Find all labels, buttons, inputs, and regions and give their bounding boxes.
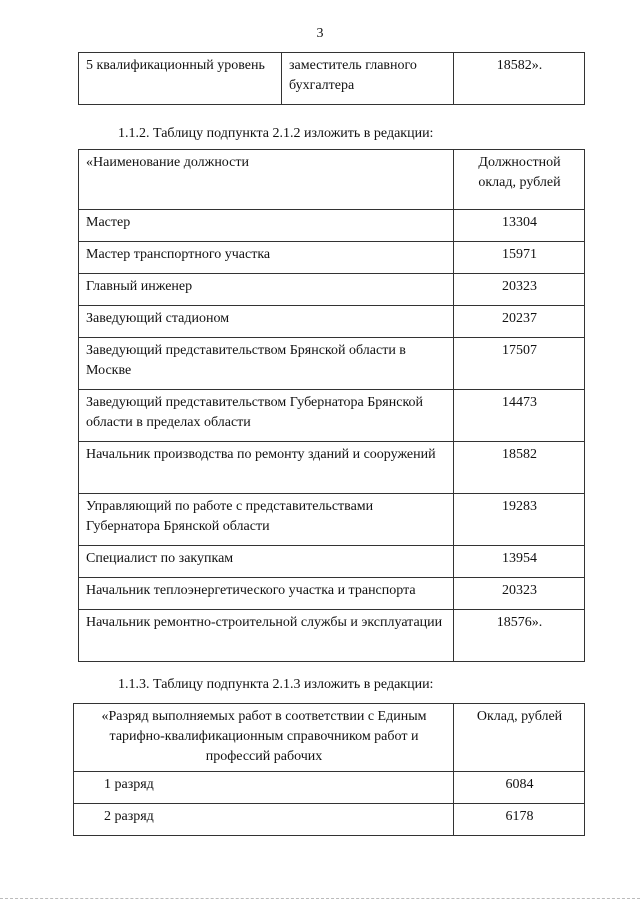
table-row xyxy=(79,390,585,442)
table-row xyxy=(79,442,585,494)
position-name-cell: Мастер транспортного участка xyxy=(79,242,454,274)
position-name-cell: Мастер xyxy=(79,210,454,242)
position-name-cell: Главный инженер xyxy=(79,274,454,306)
table-row xyxy=(79,274,585,306)
table-row xyxy=(74,804,585,836)
qualification-level-cell: 5 квалификационный уровень xyxy=(79,53,282,105)
header-grade: «Разряд выполняемых работ в соответствии с Единым тарифно-квалификационным справочником работ и профессий рабочих xyxy=(74,704,454,772)
grade-cell: 2 разряд xyxy=(74,804,454,836)
table-row xyxy=(79,242,585,274)
position-name-cell: Начальник теплоэнергетического участка и транспорта xyxy=(79,578,454,610)
positions-salary-table xyxy=(78,149,585,662)
position-name-cell: Начальник производства по ремонту зданий и сооружений xyxy=(79,442,454,494)
salary-cell: 19283 xyxy=(454,494,585,546)
salary-cell: 18582 xyxy=(454,442,585,494)
salary-cell: 13304 xyxy=(454,210,585,242)
table-row xyxy=(79,578,585,610)
table-row xyxy=(79,610,585,662)
table-row xyxy=(74,772,585,804)
table-row xyxy=(79,546,585,578)
table-row xyxy=(79,494,585,546)
position-name-cell: Заведующий представительством Брянской области в Москве xyxy=(79,338,454,390)
salary-cell: 18582». xyxy=(454,53,585,105)
header-position-name: «Наименование должности xyxy=(79,150,454,210)
worker-grade-salary-table xyxy=(73,703,585,836)
page-bottom-edge xyxy=(0,898,640,899)
table-header-row xyxy=(74,704,585,772)
salary-cell: 18576». xyxy=(454,610,585,662)
salary-cell: 15971 xyxy=(454,242,585,274)
page-number: 3 xyxy=(316,26,324,41)
salary-cell: 6084 xyxy=(454,772,585,804)
section-caption-1-1-3: 1.1.3. Таблицу подпункта 2.1.3 изложить в редакции: xyxy=(118,677,434,692)
position-name-cell: Управляющий по работе с представительствами Губернатора Брянской области xyxy=(79,494,454,546)
table-row xyxy=(79,306,585,338)
salary-cell: 6178 xyxy=(454,804,585,836)
qualification-table xyxy=(78,52,585,105)
salary-cell: 13954 xyxy=(454,546,585,578)
salary-cell: 17507 xyxy=(454,338,585,390)
salary-cell: 20237 xyxy=(454,306,585,338)
table-header-row xyxy=(79,150,585,210)
header-salary: Оклад, рублей xyxy=(454,704,585,772)
position-cell: заместитель главного бухгалтера xyxy=(282,53,454,105)
salary-cell: 20323 xyxy=(454,578,585,610)
grade-cell: 1 разряд xyxy=(74,772,454,804)
position-name-cell: Заведующий представительством Губернатора Брянской области в пределах области xyxy=(79,390,454,442)
table-row xyxy=(79,338,585,390)
position-name-cell: Начальник ремонтно-строительной службы и эксплуатации xyxy=(79,610,454,662)
section-caption-1-1-2: 1.1.2. Таблицу подпункта 2.1.2 изложить в редакции: xyxy=(118,126,434,141)
salary-cell: 14473 xyxy=(454,390,585,442)
header-salary: Должностной оклад, рублей xyxy=(454,150,585,210)
table-row xyxy=(79,210,585,242)
salary-cell: 20323 xyxy=(454,274,585,306)
position-name-cell: Специалист по закупкам xyxy=(79,546,454,578)
position-name-cell: Заведующий стадионом xyxy=(79,306,454,338)
table-row xyxy=(79,53,585,105)
